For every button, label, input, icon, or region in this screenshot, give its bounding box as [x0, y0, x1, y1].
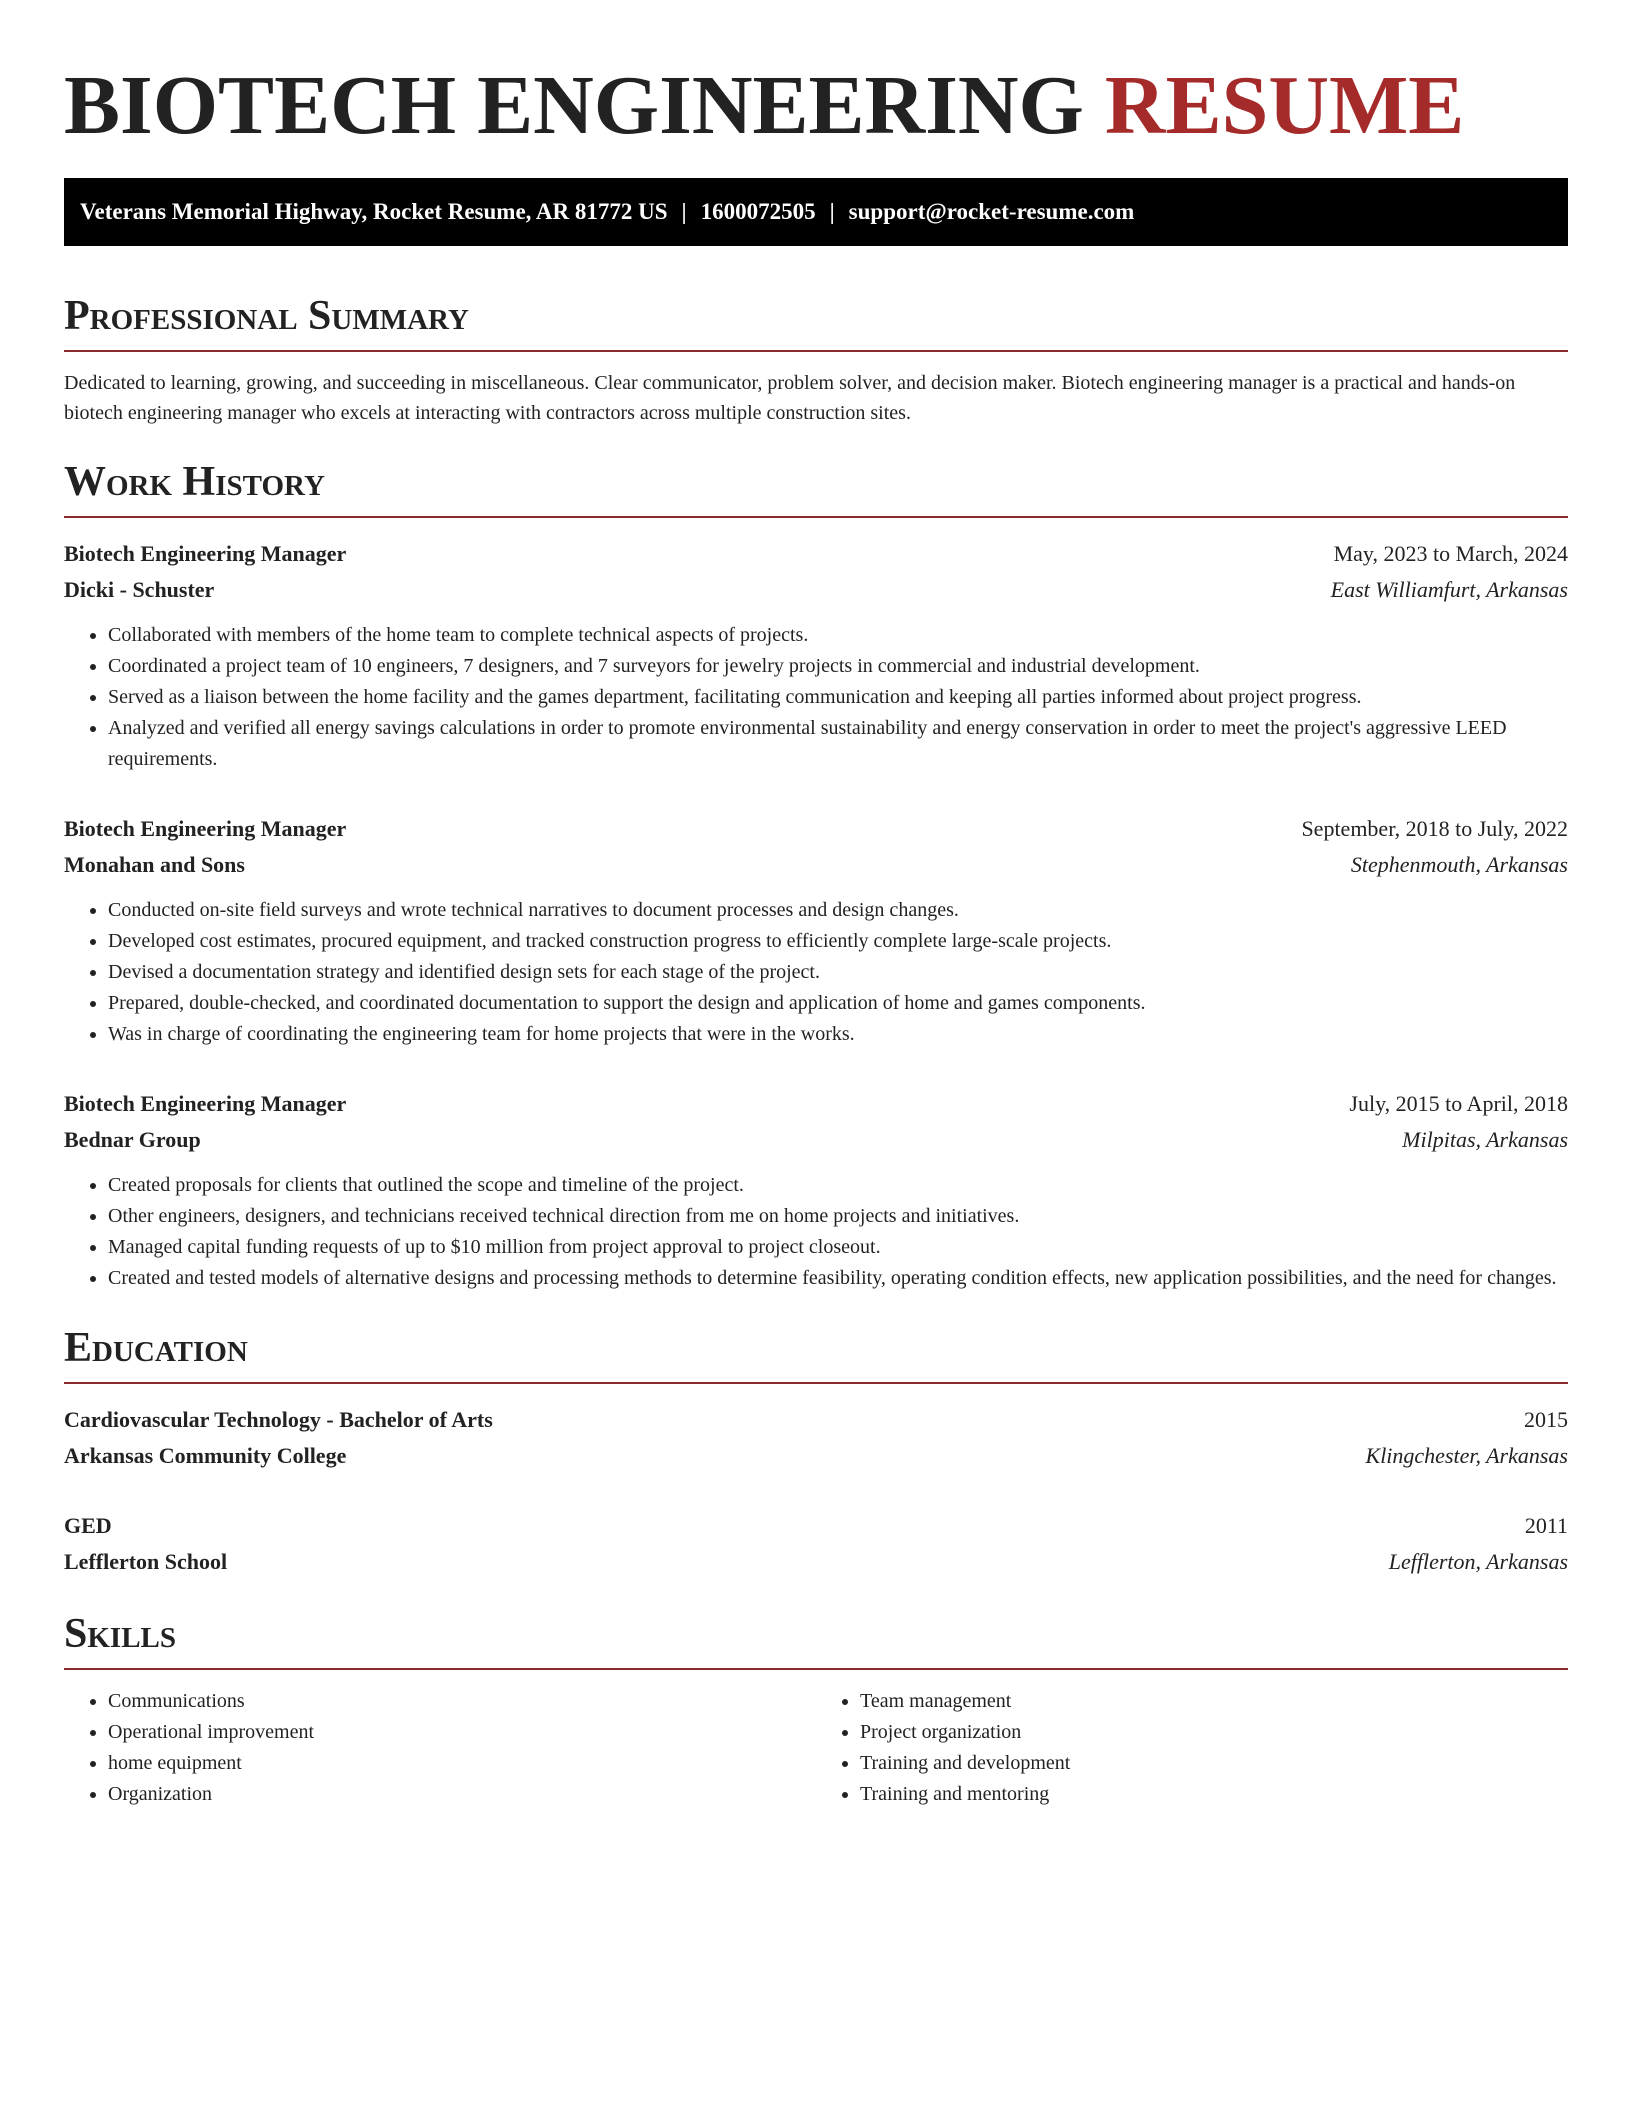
list-item: • Developed cost estimates, procured equipment, and tracked construction progress to efficiently complete large-scale projects. — [108, 926, 1568, 957]
job-dates: May, 2023 to March, 2024 — [1333, 541, 1568, 566]
job-title: Biotech Engineering Manager — [64, 541, 347, 566]
skill-item: • home equipment — [108, 1748, 816, 1779]
contact-email: support@rocket-resume.com — [848, 199, 1135, 224]
skills-column-right — [816, 1686, 1568, 1810]
skill-item: • Project organization — [860, 1717, 1568, 1748]
title-main: BIOTECH ENGINEERING — [64, 59, 1084, 152]
list-item: • Was in charge of coordinating the engineering team for home projects that were in the works. — [108, 1019, 1568, 1050]
education-year: 2011 — [1524, 1513, 1568, 1538]
job-company: Monahan and Sons — [64, 852, 245, 877]
skills-section — [64, 1606, 1568, 1810]
job-entry — [64, 1086, 1568, 1294]
list-item: • Coordinated a project team of 10 engineers, 7 designers, and 7 surveyors for jewelry projects in commercial and industrial development. — [108, 651, 1568, 682]
job-title: Biotech Engineering Manager — [64, 1091, 347, 1116]
work-history-section — [64, 454, 1568, 1294]
skill-item: • Organization — [108, 1779, 816, 1810]
skills-grid — [64, 1686, 1568, 1810]
education-entry — [64, 1508, 1568, 1580]
list-item: • Created proposals for clients that outlined the scope and timeline of the project. — [108, 1170, 1568, 1201]
job-location: Stephenmouth, Arkansas — [1350, 852, 1568, 877]
list-item: • Prepared, double-checked, and coordinated documentation to support the design and application of home and games components. — [108, 988, 1568, 1019]
section-heading: Skills — [64, 1611, 177, 1657]
education-section — [64, 1320, 1568, 1580]
contact-separator: | — [829, 199, 835, 224]
skill-item: • Communications — [108, 1686, 816, 1717]
job-bullets — [64, 620, 1568, 775]
job-company: Dicki - Schuster — [64, 577, 215, 602]
job-location: Milpitas, Arkansas — [1402, 1127, 1568, 1152]
skills-column-left — [64, 1686, 816, 1810]
contact-phone: 1600072505 — [700, 199, 816, 224]
list-item: • Served as a liaison between the home facility and the games department, facilitating communication and keeping all parties informed about project progress. — [108, 682, 1568, 713]
skill-item: • Team management — [860, 1686, 1568, 1717]
job-bullets — [64, 895, 1568, 1050]
job-dates: September, 2018 to July, 2022 — [1301, 816, 1568, 841]
job-title: Biotech Engineering Manager — [64, 816, 347, 841]
education-school: Lefflerton School — [64, 1549, 228, 1574]
section-heading: Work History — [64, 459, 325, 505]
education-location: Lefflerton, Arkansas — [1388, 1549, 1568, 1574]
resume-title — [64, 0, 1568, 156]
contact-bar — [64, 178, 1568, 246]
job-bullets — [64, 1170, 1568, 1294]
job-dates: July, 2015 to April, 2018 — [1349, 1091, 1568, 1116]
list-item: • Other engineers, designers, and technicians received technical direction from me on home projects and initiatives. — [108, 1201, 1568, 1232]
contact-separator: | — [681, 199, 687, 224]
education-year: 2015 — [1524, 1407, 1568, 1432]
list-item: • Created and tested models of alternative designs and processing methods to determine feasibility, operating condition effects, new application possibilities, and the need for changes. — [108, 1263, 1568, 1294]
job-entry — [64, 536, 1568, 775]
section-heading: Professional Summary — [64, 293, 469, 339]
education-entry — [64, 1402, 1568, 1474]
job-company: Bednar Group — [64, 1127, 201, 1152]
list-item: • Conducted on-site field surveys and wrote technical narratives to document processes and design changes. — [108, 895, 1568, 926]
section-divider — [64, 350, 1568, 352]
list-item: • Devised a documentation strategy and identified design sets for each stage of the project. — [108, 957, 1568, 988]
skill-item: • Operational improvement — [108, 1717, 816, 1748]
summary-section — [64, 288, 1568, 428]
education-degree: GED — [64, 1513, 112, 1538]
skill-item: • Training and mentoring — [860, 1779, 1568, 1810]
contact-address: Veterans Memorial Highway, Rocket Resume, AR 81772 US — [80, 199, 668, 224]
education-degree: Cardiovascular Technology - Bachelor of Arts — [64, 1407, 493, 1432]
summary-text: Dedicated to learning, growing, and succeeding in miscellaneous. Clear communicator, problem solver, and decision maker. Biotech engineering manager is a practical and hands-on biotech engineering manager who excels at interacting with contractors across multiple construction sites. — [64, 372, 1516, 424]
list-item: • Managed capital funding requests of up to $10 million from project approval to project closeout. — [108, 1232, 1568, 1263]
title-accent: RESUME — [1104, 59, 1465, 152]
education-location: Klingchester, Arkansas — [1365, 1443, 1568, 1468]
section-divider — [64, 516, 1568, 518]
education-school: Arkansas Community College — [64, 1443, 347, 1468]
section-divider — [64, 1382, 1568, 1384]
section-divider — [64, 1668, 1568, 1670]
skill-item: • Training and development — [860, 1748, 1568, 1779]
job-entry — [64, 811, 1568, 1050]
job-location: East Williamfurt, Arkansas — [1330, 577, 1568, 602]
list-item: • Analyzed and verified all energy savings calculations in order to promote environmental sustainability and energy conservation in order to meet the project's aggressive LEED requirements. — [108, 713, 1568, 775]
section-heading: Education — [64, 1325, 248, 1371]
list-item: • Collaborated with members of the home team to complete technical aspects of projects. — [108, 620, 1568, 651]
